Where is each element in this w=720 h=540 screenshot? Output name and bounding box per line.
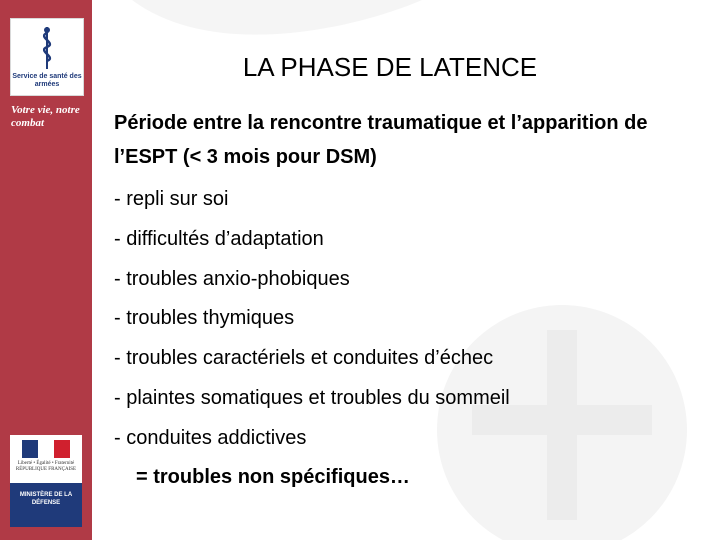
slide-title: LA PHASE DE LATENCE <box>242 52 538 82</box>
motto: Votre vie, notre combat <box>11 104 80 129</box>
republic-label: Liberté • Égalité • Fraternité RÉPUBLIQUE FRANÇAISE <box>15 461 77 472</box>
list-item: - troubles anxio-phobiques <box>114 267 350 290</box>
conclusion: = troubles non spécifiques… <box>136 465 410 488</box>
caduceus-logo-icon <box>33 25 61 71</box>
list-item: - plaintes somatiques et troubles du sommeil <box>114 386 510 409</box>
logo-label: Service de santé des armées <box>12 73 82 88</box>
list-item: - troubles caractériels et conduites d’échec <box>114 347 494 370</box>
intro-paragraph: Période entre la rencontre traumatique et l’apparition de l’ESPT (< 3 mois pour DSM) <box>114 112 648 168</box>
list-item: - troubles thymiques <box>114 307 295 330</box>
sidebar <box>0 0 92 540</box>
service-logo <box>10 18 84 96</box>
ministry-logo <box>10 435 82 527</box>
list-item: - conduites addictives <box>114 426 307 449</box>
french-flag-icon <box>22 440 70 458</box>
list-item: - difficultés d’adaptation <box>114 227 324 250</box>
list-item: - repli sur soi <box>114 188 229 210</box>
ministry-label: MINISTÈRE DE LA DÉFENSE <box>19 492 73 506</box>
slide-content <box>114 106 704 495</box>
